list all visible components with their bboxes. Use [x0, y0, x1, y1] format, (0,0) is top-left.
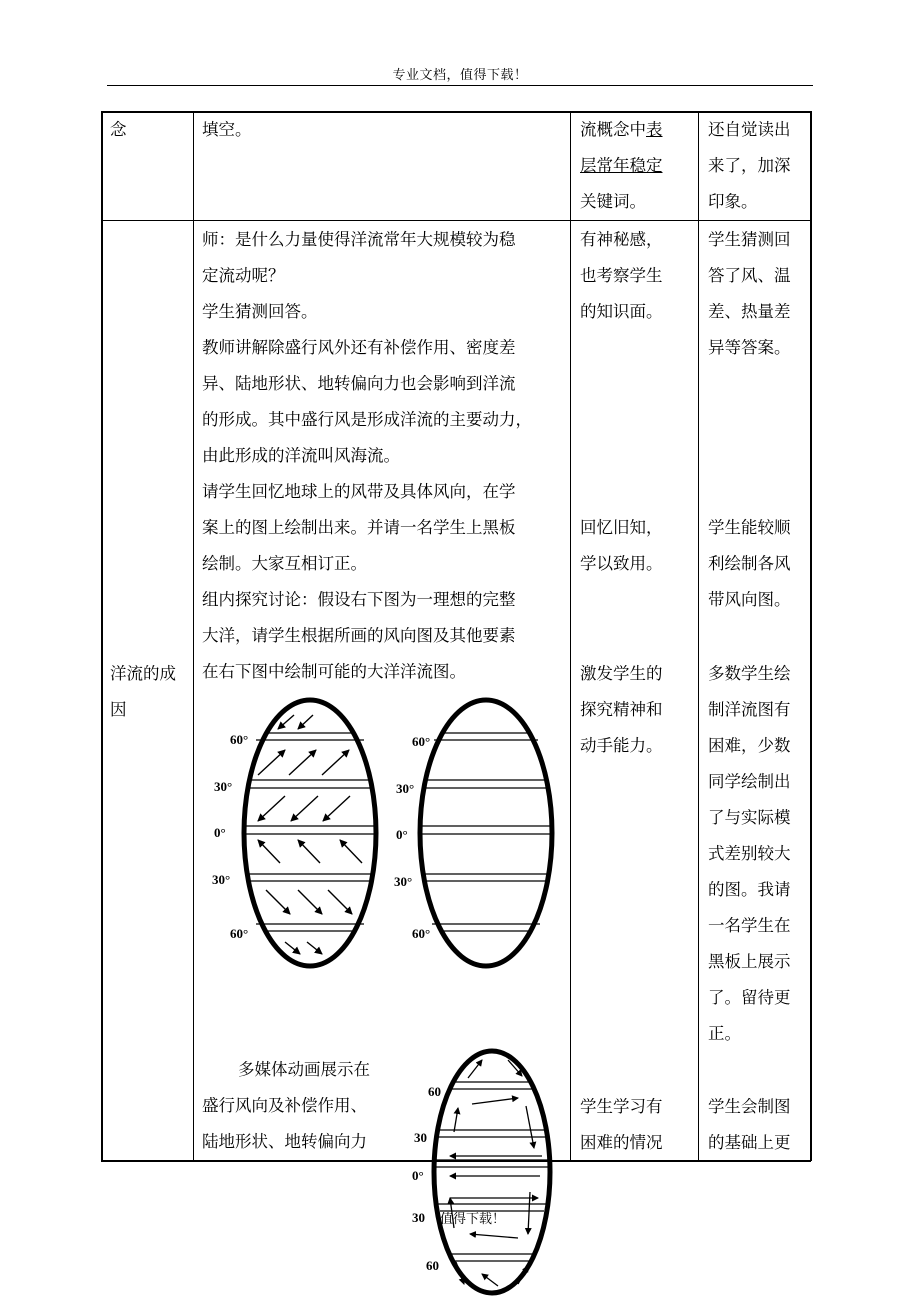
feedback-line: 的基础上更: [708, 1133, 791, 1152]
feedback-line: 带风向图。: [708, 590, 791, 609]
activity-line: 绘制。大家互相订正。: [202, 554, 367, 573]
latitude-lines: [436, 1082, 548, 1261]
intent-line: 探究精神和: [580, 700, 663, 719]
feedback-line: 困难，少数: [708, 736, 791, 755]
row1-intent-prefix: 流概念中: [580, 120, 646, 139]
table-col-divider-1: [193, 111, 194, 1161]
row2-feedback-4: [708, 1089, 791, 1161]
feedback-line: 的图。我请: [708, 880, 791, 899]
header-rule: [107, 85, 813, 86]
current-arrows: [450, 1060, 542, 1286]
row1-intent-underlined-1: 表: [646, 120, 663, 139]
feedback-line: 制洋流图有: [708, 700, 791, 719]
intent-line: 动手能力。: [580, 736, 663, 755]
feedback-line: 黑板上展示: [708, 952, 791, 971]
activity-line: 师：是什么力量使得洋流常年大规模较为稳: [202, 230, 516, 249]
activity-line: 大洋，请学生根据所画的风向图及其他要素: [202, 626, 516, 645]
wind-belt-diagram: [210, 698, 380, 973]
lat-label: 0°: [412, 1168, 424, 1183]
lat-label: 0°: [214, 825, 226, 840]
activity-line: 教师讲解除盛行风外还有补偿作用、密度差: [202, 338, 516, 357]
lat-label: 60°: [230, 926, 249, 941]
feedback-line: 同学绘制出: [708, 772, 791, 791]
intent-line: 学生学习有: [580, 1097, 663, 1116]
activity-line: 组内探究讨论：假设右下图为一理想的完整: [202, 590, 516, 609]
intent-line: 也考察学生: [580, 266, 663, 285]
row1-feedback-line: 印象。: [708, 192, 758, 211]
row1-feedback-line: 还自觉读出: [708, 120, 791, 139]
intent-line: 激发学生的: [580, 664, 663, 683]
row2-activity-multimedia: [202, 1052, 370, 1160]
latitude-labels: [394, 734, 430, 941]
activity-line: 异、陆地形状、地转偏向力也会影响到洋流: [202, 374, 516, 393]
row1-intent-line3: 关键词。: [580, 192, 646, 211]
activity-line: 由此形成的洋流叫风海流。: [202, 446, 400, 465]
feedback-line: 了与实际模: [708, 808, 791, 827]
row2-feedback-2: [708, 510, 791, 618]
feedback-line: 学生能较顺: [708, 518, 791, 537]
latitude-lines: [421, 733, 551, 931]
lat-label: 30: [412, 1210, 425, 1225]
ocean-current-diagram: [410, 1048, 560, 1302]
row1-activity: [202, 112, 252, 148]
activity-line: 多媒体动画展示在: [238, 1060, 370, 1079]
lat-label: 60°: [412, 926, 431, 941]
row1-topic-text: 念: [110, 120, 127, 139]
lat-label: 0°: [396, 827, 408, 842]
lat-label: 30°: [212, 872, 231, 887]
lat-label: 30°: [394, 874, 413, 889]
table-row-divider: [101, 220, 811, 221]
lat-label: 60°: [412, 734, 431, 749]
table-border-left: [101, 111, 103, 1161]
table-col-divider-3: [698, 111, 699, 1161]
activity-line: 学生猜测回答。: [202, 302, 318, 321]
row2-feedback: [708, 222, 791, 366]
table-col-divider-2: [570, 111, 571, 1161]
intent-line: 有神秘感，: [580, 230, 663, 249]
row2-activity: [202, 222, 532, 690]
feedback-line: 正。: [708, 1024, 741, 1043]
feedback-line: 式差别较大: [708, 844, 791, 863]
blank-ocean-diagram: [392, 698, 562, 973]
row1-activity-text: 填空。: [202, 120, 252, 139]
latitude-labels: [412, 1084, 441, 1273]
activity-line: 的形成。其中盛行风是形成洋流的主要动力，: [202, 410, 532, 429]
lat-label: 30°: [214, 779, 233, 794]
row1-feedback-line: 来了，加深: [708, 156, 791, 175]
intent-line: 回忆旧知，: [580, 518, 663, 537]
row2-topic-line: 洋流的成: [110, 664, 176, 683]
activity-line: 案上的图上绘制出来。并请一名学生上黑板: [202, 518, 516, 537]
row1-intent-underlined-2: 层常年稳定: [580, 156, 663, 175]
page-header: 专业文档，值得下载！: [392, 68, 528, 83]
feedback-line: 多数学生绘: [708, 664, 791, 683]
lat-label: 60: [428, 1084, 441, 1099]
lat-label: 60: [426, 1258, 439, 1273]
page-footer: 值得下载！: [440, 1212, 506, 1227]
feedback-line: 异等答案。: [708, 338, 791, 357]
activity-line: 在右下图中绘制可能的大洋洋流图。: [202, 662, 466, 681]
activity-line: 盛行风向及补偿作用、: [202, 1096, 367, 1115]
lat-label: 30: [414, 1130, 427, 1145]
feedback-line: 一名学生在: [708, 916, 791, 935]
feedback-line: 利绘制各风: [708, 554, 791, 573]
intent-line: 困难的情况: [580, 1133, 663, 1152]
feedback-line: 学生会制图: [708, 1097, 791, 1116]
intent-line: 的知识面。: [580, 302, 663, 321]
table-border-right: [810, 111, 812, 1161]
row2-intent: [580, 222, 663, 330]
row1-topic: [110, 112, 127, 148]
row1-intent: [580, 112, 663, 220]
activity-line: 请学生回忆地球上的风带及具体风向，在学: [202, 482, 516, 501]
feedback-line: 学生猜测回: [708, 230, 791, 249]
row2-feedback-3: [708, 656, 791, 1052]
row1-feedback: [708, 112, 791, 220]
row2-intent-2: [580, 510, 663, 582]
feedback-line: 答了风、温: [708, 266, 791, 285]
row2-intent-3: [580, 656, 663, 764]
intent-line: 学以致用。: [580, 554, 663, 573]
row2-topic-line: 因: [110, 700, 127, 719]
ocean-outline: [434, 1051, 550, 1293]
lat-label: 30°: [396, 781, 415, 796]
row2-intent-4: [580, 1089, 663, 1161]
row2-topic: [110, 656, 176, 728]
feedback-line: 了。留待更: [708, 988, 791, 1007]
activity-line: 陆地形状、地转偏向力: [202, 1132, 367, 1151]
feedback-line: 差、热量差: [708, 302, 791, 321]
activity-line: 定流动呢？: [202, 266, 285, 285]
lat-label: 60°: [230, 732, 249, 747]
